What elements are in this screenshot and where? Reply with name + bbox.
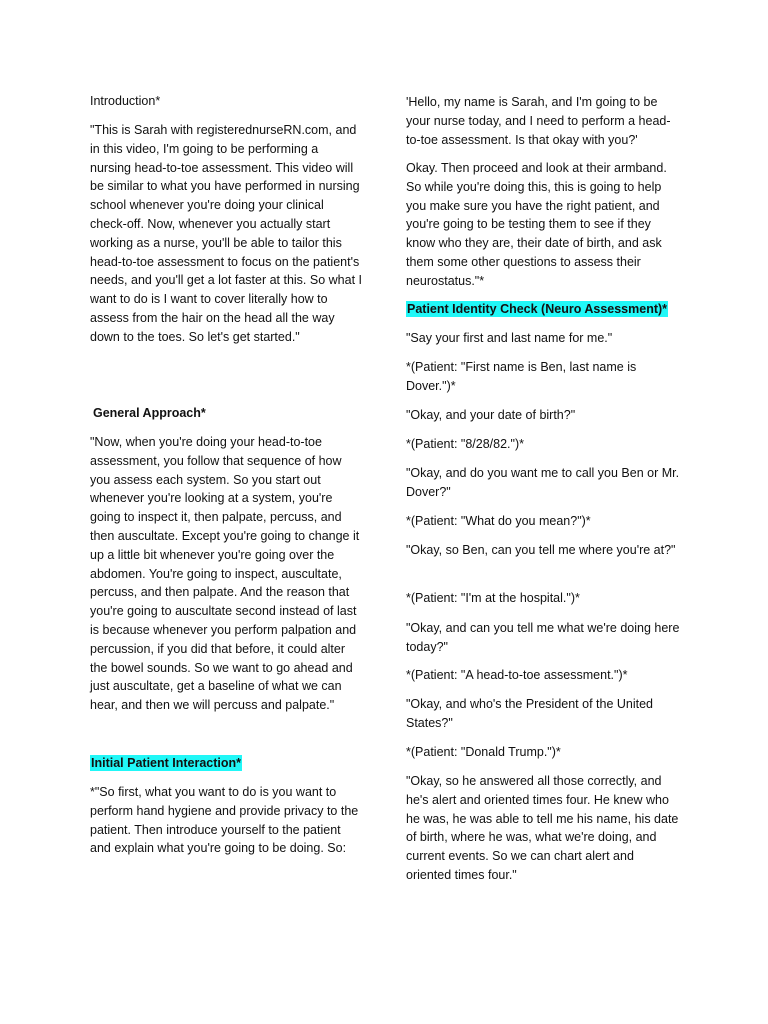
dialogue-line: *(Patient: "8/28/82.")* <box>406 437 524 451</box>
greeting-paragraph: 'Hello, my name is Sarah, and I'm going to be your nurse today, and I need to perform a head-to-toe assessment. Is that okay with you?' <box>406 95 671 147</box>
dialogue-line: "Say your first and last name for me." <box>406 331 613 345</box>
introduction-paragraph: "This is Sarah with registerednurseRN.com, and in this video, I'm going to be performing a nursing head-to-toe assessment. This video will be similar to what you have performed in nursing school whenever you're doing your clinical check-off. Now, whenever you actually start working as a nurse, you'll be able to tailor this head-to-toe assessment to focus on the patient's needs, and you'll get a lot faster at this. So what I want to do is I want to cover literally how to assess from the hair on the head all the way down to the toes. So let's get started." <box>90 123 362 344</box>
general-approach-paragraph: "Now, when you're doing your head-to-toe assessment, you follow that sequence of how you assess each system. So you start out whenever you're looking at a system, you're going to inspect it, then palpate, percuss, and then auscultate. Except you're going to change it up a little bit whenever you're going over the abdomen. You're going to inspect, auscultate, percuss, and then palpate. And the reason that you're going to auscultate second instead of last is because whenever you perform palpation and percussion, if you did that before, it could alter the bowel sounds. So we want to go ahead and just auscultate, get a baseline of what we can hear, and then we will percuss and palpate." <box>90 435 360 713</box>
patient-identity-heading-line <box>406 300 680 319</box>
initial-interaction-heading: Initial Patient Interaction* <box>91 756 242 770</box>
initial-interaction-paragraph: *"So first, what you want to do is you want to perform hand hygiene and provide privacy to the patient. Then introduce yourself to the patient and explain what you're going to be doing. So: <box>90 785 359 856</box>
general-approach-heading: General Approach* <box>93 406 206 420</box>
dialogue-line: *(Patient: "First name is Ben, last name is Dover.")* <box>406 360 637 393</box>
dialogue-line: *(Patient: "A head-to-toe assessment.")* <box>406 668 628 682</box>
dialogue-line: "Okay, so he answered all those correctly, and he's alert and oriented times four. He knew who he was, he was able to tell me his name, his date of birth, where he was, what we're doing, and current events. So we can chart alert and oriented times four." <box>406 774 679 882</box>
dialogue-line: *(Patient: "What do you mean?")* <box>406 514 591 528</box>
initial-interaction-heading-line <box>90 754 362 773</box>
dialogue-line: *(Patient: "Donald Trump.")* <box>406 745 561 759</box>
patient-identity-heading: Patient Identity Check (Neuro Assessment)* <box>407 302 668 316</box>
dialogue-line: "Okay, and can you tell me what we're doing here today?" <box>406 621 680 654</box>
armband-paragraph: Okay. Then proceed and look at their armband. So while you're doing this, this is going to help you make sure you have the right patient, and you're going to be testing them to see if they know who they are, their date of birth, and ask them some other questions to assess their neurostatus."* <box>406 161 667 288</box>
dialogue-line: *(Patient: "I'm at the hospital.")* <box>406 591 580 605</box>
dialogue-line: "Okay, and do you want me to call you Ben or Mr. Dover?" <box>406 466 680 499</box>
dialogue-line: "Okay, and who's the President of the United States?" <box>406 697 654 730</box>
dialogue-line: "Okay, and your date of birth?" <box>406 408 576 422</box>
dialogue-line: "Okay, so Ben, can you tell me where you're at?" <box>406 543 676 557</box>
introduction-heading: Introduction* <box>90 94 161 108</box>
